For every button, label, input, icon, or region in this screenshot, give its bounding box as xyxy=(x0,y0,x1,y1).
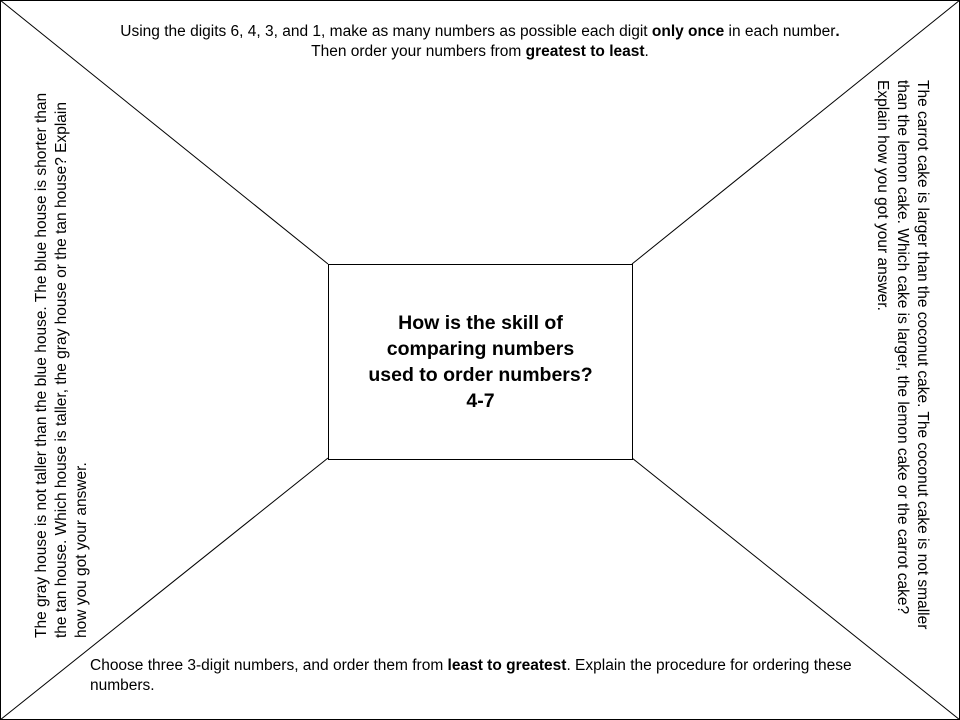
top-prompt-part-2: in each number xyxy=(724,23,836,40)
top-prompt-bold-1: only once xyxy=(651,23,725,40)
center-line-3: used to order numbers? xyxy=(368,364,593,386)
top-prompt-part-4: . xyxy=(644,43,649,60)
top-prompt-part-3: Then order your numbers from xyxy=(311,43,526,60)
center-question-box xyxy=(328,264,633,460)
top-prompt xyxy=(110,22,850,62)
left-prompt: The gray house is not taller than the blue house. The blue house is shorter than the tan house. Which house is taller, the gray house or the tan house? Explain how you got your answer. xyxy=(33,92,90,638)
center-line-4: 4-7 xyxy=(466,390,495,412)
center-question xyxy=(368,310,592,414)
top-prompt-bold-3: greatest to least xyxy=(525,43,645,60)
bottom-prompt-part-2: . Explain the procedure for ordering these numbers. xyxy=(90,657,852,694)
center-line-2: comparing numbers xyxy=(386,338,575,360)
right-prompt: The carrot cake is larger than the coconut cake. The coconut cake is not smaller than the lemon cake. Which cake is larger, the lemon cake or the carrot cake? Explain how you got your answer. xyxy=(874,80,931,630)
bottom-prompt xyxy=(90,656,890,696)
top-prompt-part-1: Using the digits 6, 4, 3, and 1, make as many numbers as possible each digit xyxy=(120,23,652,40)
top-prompt-bold-2: . xyxy=(835,23,840,40)
bottom-prompt-part-1: Choose three 3-digit numbers, and order them from xyxy=(90,657,448,674)
center-line-1: How is the skill of xyxy=(398,312,563,334)
bottom-prompt-bold-1: least to greatest xyxy=(447,657,567,674)
